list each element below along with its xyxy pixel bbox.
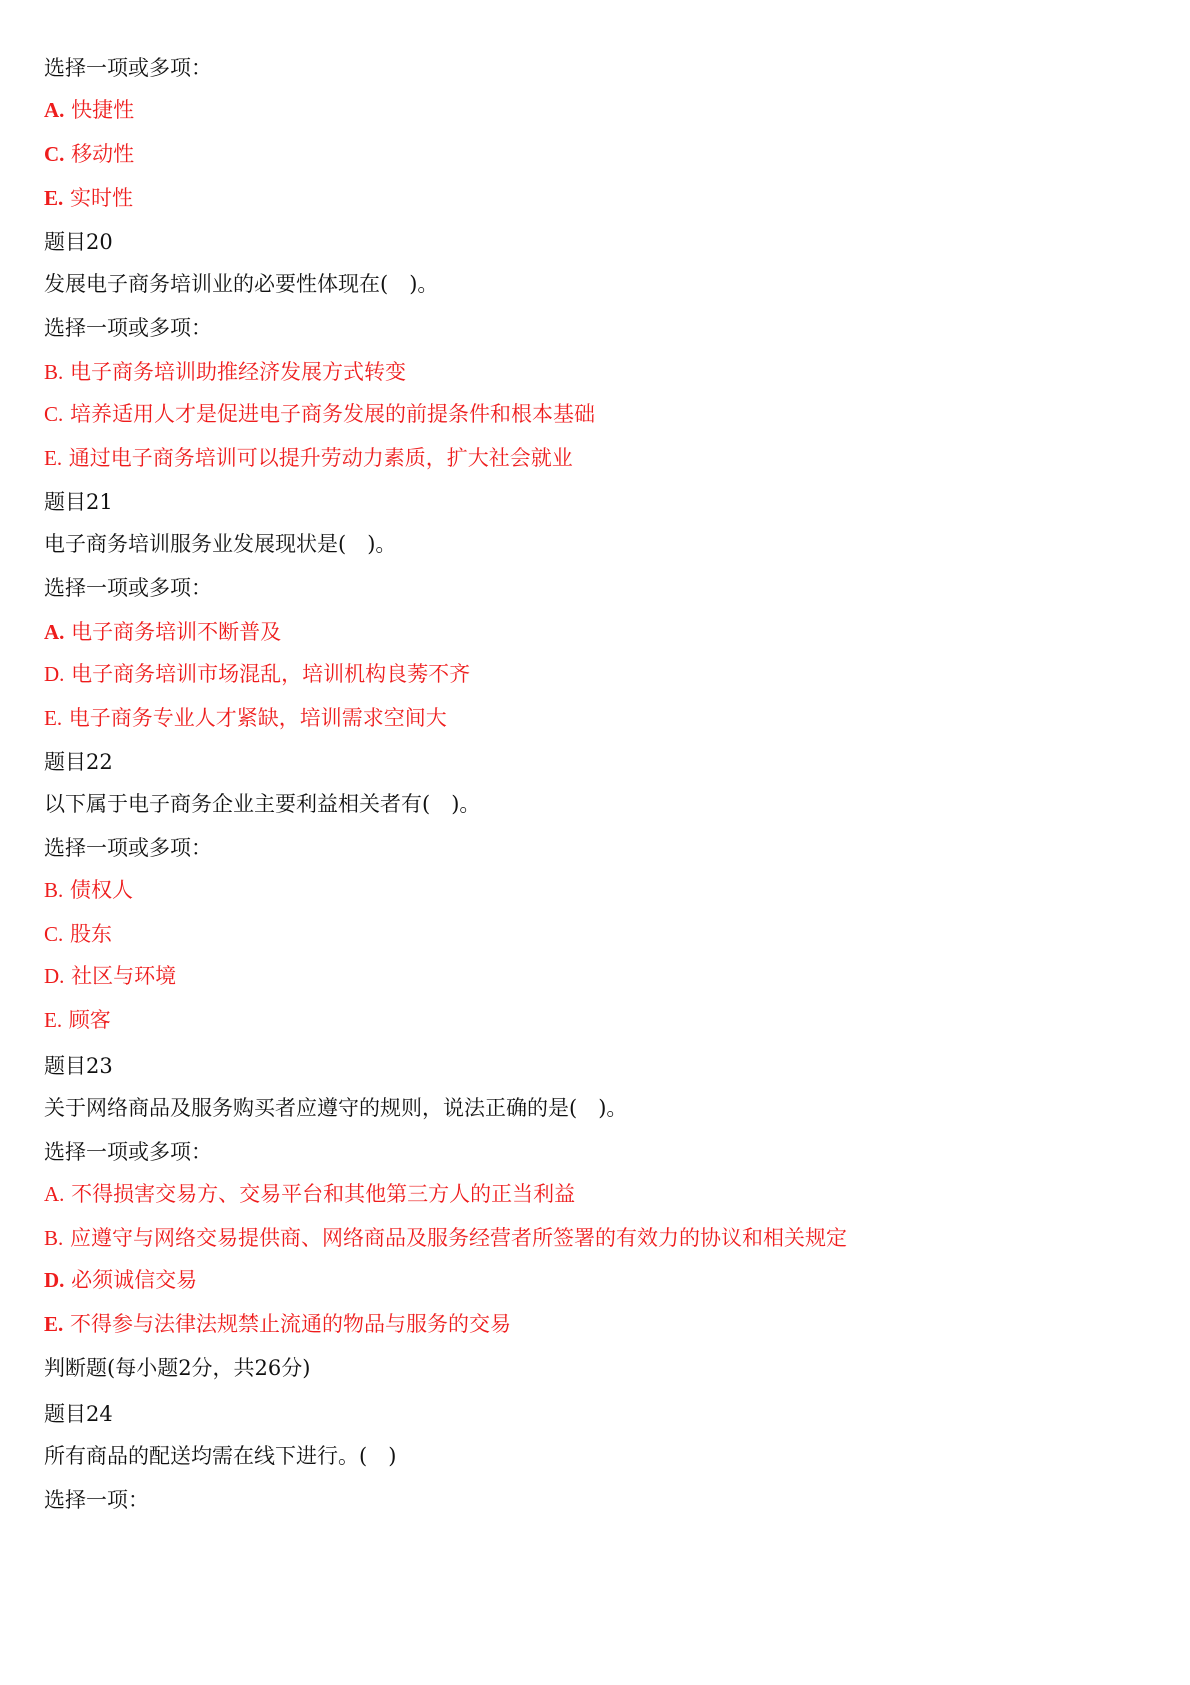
choice-prompt: 选择一项或多项： <box>44 836 212 860</box>
option-text: 培养适用人才是促进电子商务发展的前提条件和根本基础 <box>69 402 595 426</box>
question-heading: 题目22 <box>44 750 113 774</box>
option-letter: B. <box>44 878 64 902</box>
option-letter: A. <box>44 1182 65 1206</box>
question-text: 电子商务培训服务业发展现状是( )。 <box>44 532 397 556</box>
choice-prompt: 选择一项或多项： <box>44 576 212 600</box>
option-letter: C. <box>44 402 64 426</box>
option-letter: D. <box>44 662 65 686</box>
section-title: 判断题(每小题2分，共26分) <box>44 1356 311 1380</box>
option-letter: C. <box>44 922 64 946</box>
option-letter: B. <box>44 360 64 384</box>
answer-option <box>44 618 281 646</box>
option-text: 股东 <box>69 922 112 946</box>
option-letter: B. <box>44 1226 64 1250</box>
option-text: 移动性 <box>71 142 135 166</box>
answer-option <box>44 1180 575 1208</box>
answer-option <box>44 876 133 904</box>
option-letter: A. <box>44 620 65 644</box>
option-text: 通过电子商务培训可以提升劳动力素质，扩大社会就业 <box>68 446 573 470</box>
answer-option <box>44 96 134 124</box>
answer-option <box>44 184 133 212</box>
choice-prompt: 选择一项或多项： <box>44 1140 212 1164</box>
question-heading: 题目20 <box>44 230 113 254</box>
answer-option <box>44 400 595 428</box>
answer-option <box>44 704 447 732</box>
option-text: 不得损害交易方、交易平台和其他第三方人的正当利益 <box>71 1182 576 1206</box>
option-text: 应遵守与网络交易提供商、网络商品及服务经营者所签署的有效力的协议和相关规定 <box>69 1226 847 1250</box>
option-letter: E. <box>44 1008 63 1032</box>
answer-option <box>44 358 406 386</box>
option-text: 快捷性 <box>71 98 135 122</box>
answer-option <box>44 962 176 990</box>
option-text: 电子商务培训助推经济发展方式转变 <box>69 360 406 384</box>
question-heading: 题目24 <box>44 1402 113 1426</box>
option-letter: D. <box>44 964 65 988</box>
answer-option <box>44 1266 197 1294</box>
option-text: 电子商务培训市场混乱，培训机构良莠不齐 <box>71 662 471 686</box>
option-letter: E. <box>44 446 63 470</box>
option-text: 必须诚信交易 <box>71 1268 198 1292</box>
option-text: 不得参与法律法规禁止流通的物品与服务的交易 <box>69 1312 511 1336</box>
option-text: 电子商务专业人才紧缺，培训需求空间大 <box>68 706 447 730</box>
option-letter: E. <box>44 706 63 730</box>
option-letter: D. <box>44 1268 65 1292</box>
question-text: 所有商品的配送均需在线下进行。( ) <box>44 1444 397 1468</box>
answer-option <box>44 1310 511 1338</box>
choice-prompt: 选择一项或多项： <box>44 56 212 80</box>
answer-option <box>44 140 134 168</box>
option-text: 电子商务培训不断普及 <box>71 620 282 644</box>
question-text: 以下属于电子商务企业主要利益相关者有( )。 <box>44 792 481 816</box>
answer-option <box>44 1224 847 1252</box>
option-letter: C. <box>44 142 65 166</box>
choice-prompt: 选择一项或多项： <box>44 316 212 340</box>
option-text: 债权人 <box>69 878 133 902</box>
question-text: 发展电子商务培训业的必要性体现在( )。 <box>44 272 439 296</box>
choice-prompt: 选择一项： <box>44 1488 149 1512</box>
answer-option <box>44 920 112 948</box>
option-letter: A. <box>44 98 65 122</box>
answer-option <box>44 444 573 472</box>
question-heading: 题目21 <box>44 490 113 514</box>
option-letter: E. <box>44 1312 64 1336</box>
question-heading: 题目23 <box>44 1054 113 1078</box>
option-text: 社区与环境 <box>71 964 177 988</box>
answer-option <box>44 660 470 688</box>
option-text: 实时性 <box>69 186 133 210</box>
option-text: 顾客 <box>68 1008 111 1032</box>
answer-option <box>44 1006 111 1034</box>
option-letter: E. <box>44 186 64 210</box>
question-text: 关于网络商品及服务购买者应遵守的规则，说法正确的是( )。 <box>44 1096 628 1120</box>
